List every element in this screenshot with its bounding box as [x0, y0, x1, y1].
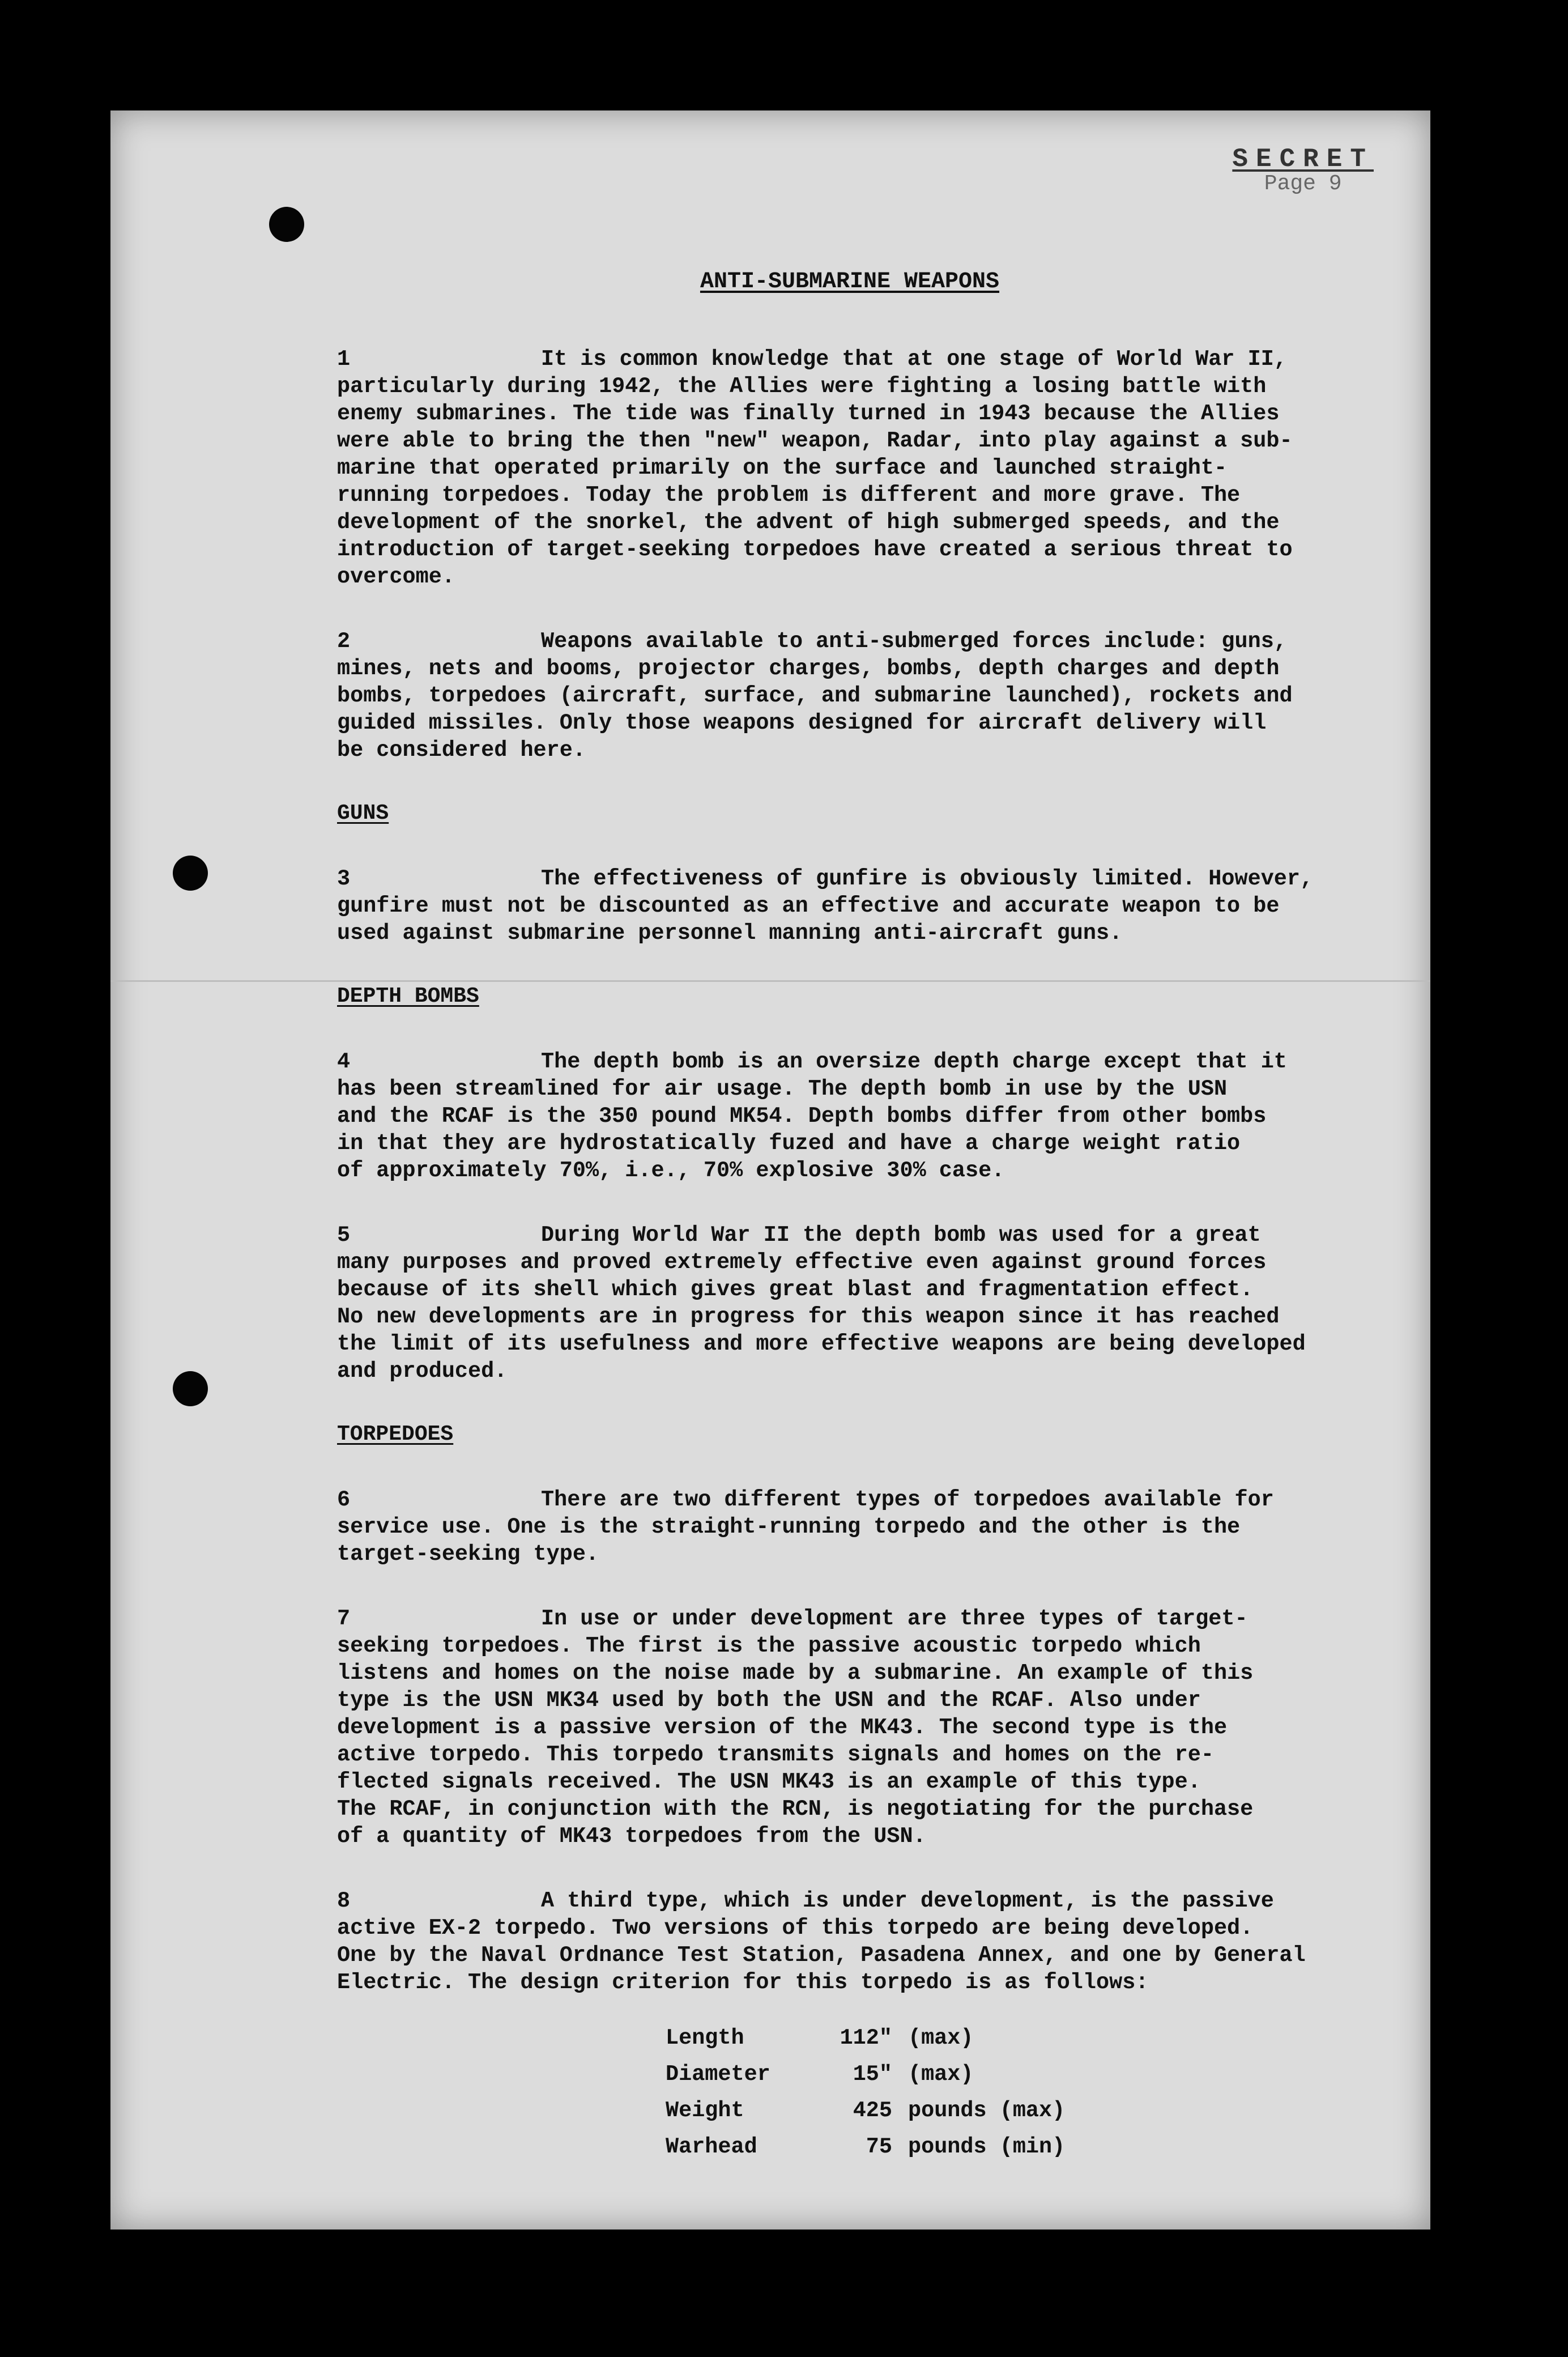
paragraph-8 — [337, 1887, 1362, 1996]
paragraph-text: During World War II the depth bomb was used for a great many purposes and proved extremely effective even against ground forces because of its shell which gives great blast and fragmentation effect. No new developments are in progress for this weapon since it has reached the limit of its usefulness and more effective weapons are being developed and produced. — [337, 1223, 1306, 1384]
paragraph-number: 8 — [337, 1888, 351, 1913]
paragraph-number: 7 — [337, 1606, 351, 1631]
paragraph-text: The depth bomb is an oversize depth charge except that it has been streamlined for air usage. The depth bomb in use by the USN and the RCAF is the 350 pound MK54. Depth bombs differ from other bombs in that they are hydrostatically fuzed and have a charge weight ratio of approximately 70%, i.e., 70% explosive 30% case. — [337, 1049, 1287, 1183]
table-row — [666, 2020, 1065, 2056]
section-heading-guns: GUNS — [337, 801, 389, 826]
paragraph-number: 3 — [337, 866, 351, 891]
table-row — [666, 2129, 1065, 2165]
paragraph-6 — [337, 1486, 1362, 1568]
paragraph-number: 1 — [337, 347, 351, 372]
criterion-unit: pounds (max) — [908, 2098, 1066, 2123]
paragraph-text: The effectiveness of gunfire is obviously limited. However, gunfire must not be discounted as an effective and accurate weapon to be used against submarine personnel manning anti-aircraft guns. — [337, 866, 1314, 946]
paragraph-2 — [337, 628, 1362, 764]
design-criteria-table — [666, 2020, 1065, 2165]
paragraph-4 — [337, 1048, 1362, 1184]
page-header — [1232, 144, 1374, 196]
paragraph-number: 5 — [337, 1223, 351, 1248]
paragraph-1 — [337, 346, 1362, 590]
paragraph-text: It is common knowledge that at one stage of World War II, particularly during 1942, the Allies were fighting a losing battle with enemy submarines. The tide was finally turned in 1943 because the Allies were able to bring the then "new" weapon, Radar, into play against a sub- marine that operated primarily on the surface and launched straight- running torpedoes. Today the problem is different and more grave. The development of the snorkel, the advent of high submerged speeds, and the introduction of target-seeking torpedoes have created a serious threat to overcome. — [337, 347, 1293, 589]
paragraph-5 — [337, 1222, 1362, 1385]
paragraph-3 — [337, 865, 1362, 947]
criterion-value: 75 — [866, 2134, 892, 2159]
criterion-unit: (max) — [908, 2062, 974, 2087]
criterion-value: 15" — [853, 2062, 892, 2087]
table-row — [666, 2056, 1065, 2092]
punch-hole-middle — [173, 856, 208, 891]
paragraph-text: There are two different types of torpedoes available for service use. One is the straight-running torpedo and the other is the target-seeking type. — [337, 1487, 1274, 1567]
table-row — [666, 2092, 1065, 2129]
punch-hole-bottom — [173, 1371, 208, 1406]
paragraph-text: In use or under development are three types of target- seeking torpedoes. The first is the passive acoustic torpedo which listens and homes on the noise made by a submarine. An example of this type is the USN MK34 used by both the USN and the RCAF. Also under development is a passive version of the MK43. The second type is the active torpedo. This torpedo transmits signals and homes on the re- flected signals received. The USN MK43 is an example of this type. The RCAF, in conjunction with the RCN, is negotiating for the purchase of a quantity of MK43 torpedoes from the USN. — [337, 1606, 1254, 1849]
criterion-unit: pounds (min) — [908, 2134, 1066, 2159]
criterion-value: 112" — [840, 2026, 892, 2050]
criterion-label: Warhead — [666, 2134, 757, 2159]
criterion-value: 425 — [853, 2098, 892, 2123]
paragraph-7 — [337, 1605, 1362, 1850]
document-title: ANTI-SUBMARINE WEAPONS — [700, 269, 1000, 295]
paragraph-text: A third type, which is under development, is the passive active EX-2 torpedo. Two versions of this torpedo are being developed. One by the Naval Ordnance Test Station, Pasadena Annex, and one by General Electric. The design criterion for this torpedo is as follows: — [337, 1888, 1306, 1995]
document-page — [110, 110, 1430, 2230]
paragraph-text: Weapons available to anti-submerged forces include: guns, mines, nets and booms, projector charges, bombs, depth charges and depth bombs, torpedoes (aircraft, surface, and submarine launched), rockets and guided missiles. Only those weapons designed for aircraft delivery will be considered here. — [337, 629, 1293, 763]
criterion-label: Length — [666, 2026, 744, 2050]
document-body — [337, 269, 1362, 2165]
page-number: Page 9 — [1264, 172, 1342, 196]
classification-marking: SECRET — [1232, 144, 1374, 174]
paragraph-number: 4 — [337, 1049, 351, 1074]
criterion-label: Weight — [666, 2098, 744, 2123]
paragraph-number: 2 — [337, 629, 351, 654]
criterion-label: Diameter — [666, 2062, 770, 2087]
punch-hole-top — [269, 207, 304, 242]
section-heading-depth-bombs: DEPTH BOMBS — [337, 984, 479, 1009]
criterion-unit: (max) — [908, 2026, 974, 2050]
section-heading-torpedoes: TORPEDOES — [337, 1422, 454, 1446]
paragraph-number: 6 — [337, 1487, 351, 1512]
